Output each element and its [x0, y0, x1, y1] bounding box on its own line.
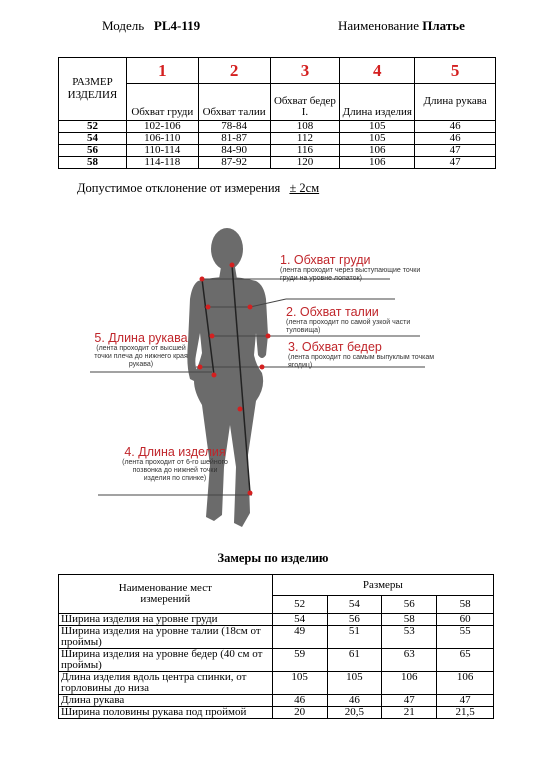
value-cell: 114-118	[126, 157, 198, 169]
measurement-value: 61	[327, 649, 382, 672]
column-number: 2	[198, 58, 270, 84]
measurement-value: 55	[437, 626, 494, 649]
tolerance-note	[77, 181, 319, 196]
value-cell: 106	[340, 157, 415, 169]
table-row	[59, 157, 496, 169]
tolerance-value: ± 2см	[289, 181, 320, 195]
measurement-name: Длина изделия вдоль центра спинки, от горловины до низа	[59, 672, 273, 695]
size-header-cell: 52	[272, 596, 327, 614]
column-header: Длина рукава	[415, 84, 496, 121]
model-value: PL4-119	[153, 18, 201, 33]
value-cell: 116	[270, 145, 340, 157]
column-number: 5	[415, 58, 496, 84]
label-bust	[280, 253, 430, 283]
measurement-name: Длина рукава	[59, 695, 273, 707]
measurement-value: 65	[437, 649, 494, 672]
size-table	[58, 57, 496, 169]
measurement-figure	[90, 215, 490, 530]
value-cell: 112	[270, 133, 340, 145]
measurements-title: Замеры по изделию	[217, 551, 329, 565]
measurement-value: 49	[272, 626, 327, 649]
size-cell: 52	[59, 121, 127, 133]
name-label: Наименование	[338, 18, 419, 33]
column-number: 3	[270, 58, 340, 84]
label-title: 1. Обхват груди	[280, 253, 371, 267]
measurement-value: 51	[327, 626, 382, 649]
size-header-cell: 56	[382, 596, 437, 614]
table-row	[59, 121, 496, 133]
measurement-value: 59	[272, 649, 327, 672]
product-name-line	[338, 18, 465, 34]
sizes-header: Размеры	[272, 575, 493, 596]
measurement-value: 54	[272, 614, 327, 626]
label-garment-length	[120, 445, 230, 483]
label-subtitle: (лента проходит от 6-го шейного позвонка до нижней точки изделия по спинке)	[122, 459, 228, 482]
name-value: Платье	[422, 18, 465, 33]
measurement-value: 105	[272, 672, 327, 695]
measurement-name: Ширина половины рукава под проймой	[59, 707, 273, 719]
label-subtitle: (лента проходит по самым выпуклым точкам ягодиц)	[288, 354, 435, 369]
size-cell: 54	[59, 133, 127, 145]
corner-line2: ИЗДЕЛИЯ	[67, 89, 118, 101]
value-cell: 105	[340, 121, 415, 133]
measurement-name: Ширина изделия на уровне бедер (40 см от проймы)	[59, 649, 273, 672]
measurement-value: 46	[327, 695, 382, 707]
value-cell: 84-90	[198, 145, 270, 157]
label-subtitle: (лента проходит через выступающие точки груди на уровне лопаток)	[280, 267, 421, 282]
value-cell: 105	[340, 133, 415, 145]
measurement-value: 53	[382, 626, 437, 649]
measurement-value: 46	[272, 695, 327, 707]
column-header: Обхват груди	[126, 84, 198, 121]
value-cell: 108	[270, 121, 340, 133]
size-corner-cell	[59, 58, 127, 121]
measurement-value: 47	[382, 695, 437, 707]
column-header: Обхват бедер I.	[270, 84, 340, 121]
value-cell: 47	[415, 157, 496, 169]
measurement-value: 58	[382, 614, 437, 626]
table-row	[59, 626, 494, 649]
measurement-value: 21,5	[437, 707, 494, 719]
label-title: 2. Обхват талии	[286, 305, 379, 319]
column-number: 4	[340, 58, 415, 84]
value-cell: 47	[415, 145, 496, 157]
label-subtitle: (лента проходит по самой узкой части туловища)	[286, 319, 411, 334]
table-row	[59, 707, 494, 719]
label-title: 4. Длина изделия	[124, 445, 226, 459]
label-title: 3. Обхват бедер	[288, 340, 382, 354]
corner-line1: РАЗМЕР	[72, 76, 113, 88]
label-waist	[286, 305, 416, 335]
measurement-value: 56	[327, 614, 382, 626]
label-subtitle: (лента проходит от высшей точки плеча до нижнего края рукава)	[94, 345, 188, 368]
value-cell: 81-87	[198, 133, 270, 145]
model-label: Модель	[102, 18, 145, 33]
table-row	[59, 614, 494, 626]
label-sleeve-length	[93, 331, 189, 369]
value-cell: 110-114	[126, 145, 198, 157]
size-header-cell: 54	[327, 596, 382, 614]
value-cell: 106-110	[126, 133, 198, 145]
measurement-name: Ширина изделия на уровне талии (18см от проймы)	[59, 626, 273, 649]
column-header: Длина изделия	[340, 84, 415, 121]
size-cell: 56	[59, 145, 127, 157]
table-row	[59, 145, 496, 157]
value-cell: 102-106	[126, 121, 198, 133]
value-cell: 46	[415, 133, 496, 145]
measurement-value: 105	[327, 672, 382, 695]
label-title: 5. Длина рукава	[94, 331, 188, 345]
label-hips	[288, 340, 443, 370]
model-line	[102, 18, 200, 34]
measurement-name: Ширина изделия на уровне груди	[59, 614, 273, 626]
column-number: 1	[126, 58, 198, 84]
measurement-value: 106	[437, 672, 494, 695]
value-cell: 106	[340, 145, 415, 157]
measurement-value: 47	[437, 695, 494, 707]
measurements-table	[58, 574, 494, 719]
measurement-value: 60	[437, 614, 494, 626]
measurement-value: 21	[382, 707, 437, 719]
table-row	[59, 672, 494, 695]
measurement-value: 20	[272, 707, 327, 719]
size-header-cell: 58	[437, 596, 494, 614]
column-header: Обхват талии	[198, 84, 270, 121]
value-cell: 120	[270, 157, 340, 169]
table-row	[59, 133, 496, 145]
value-cell: 46	[415, 121, 496, 133]
measurement-value: 20,5	[327, 707, 382, 719]
value-cell: 78-84	[198, 121, 270, 133]
measurement-value: 63	[382, 649, 437, 672]
tolerance-text: Допустимое отклонение от измерения	[77, 181, 281, 195]
value-cell: 87-92	[198, 157, 270, 169]
table-row	[59, 695, 494, 707]
table-row	[59, 649, 494, 672]
measurement-value: 106	[382, 672, 437, 695]
size-cell: 58	[59, 157, 127, 169]
name-header: Наименование мест измерений	[59, 575, 273, 614]
